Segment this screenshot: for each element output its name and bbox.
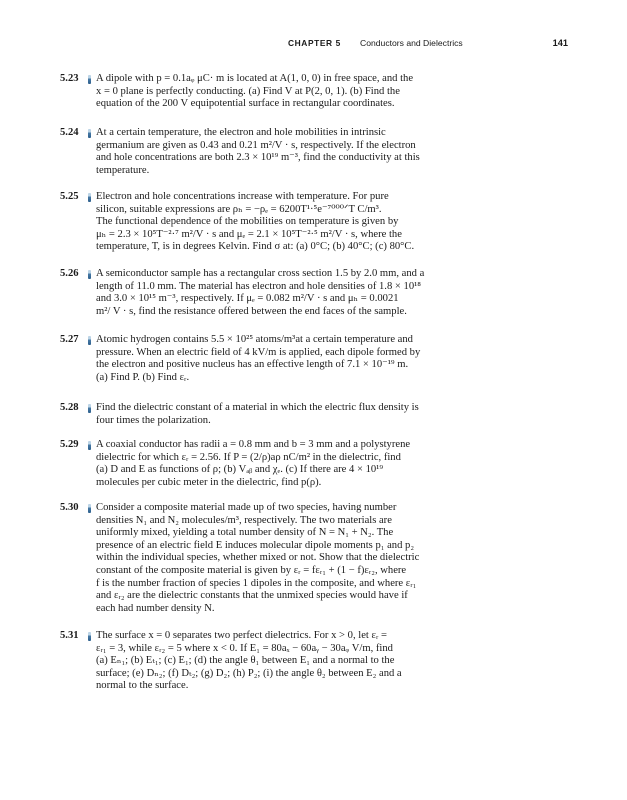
- problem-line: (a) D and E as functions of ρ; (b) Vₐᵦ and χₑ. (c) If there are 4 × 10¹⁹: [96, 464, 384, 476]
- problem-number: 5.23: [60, 73, 79, 84]
- problem-text: [96, 268, 514, 318]
- problem-line: At a certain temperature, the electron and hole mobilities in intrinsic: [96, 127, 386, 138]
- problem-text: [96, 334, 514, 384]
- difficulty-marker-icon: [88, 632, 91, 641]
- problem-line: μₕ = 2.3 × 10⁵T⁻²·⁷ m²/V · s and μₑ = 2.1 × 10⁵T⁻²·⁵ m²/V · s, where the: [96, 228, 402, 240]
- problem-text: [96, 502, 514, 615]
- problem-line: germanium are given as 0.43 and 0.21 m²/V · s, respectively. If the electron: [96, 139, 416, 151]
- problem-line: equation of the 200 V equipotential surface in rectangular coordinates.: [96, 98, 395, 110]
- problem-line: dielectric for which εᵣ = 2.56. If P = (2/ρ)aρ nC/m² in the dielectric, find: [96, 451, 401, 463]
- difficulty-marker-icon: [88, 270, 91, 279]
- problem-number: 5.25: [60, 191, 79, 202]
- problem-number: 5.31: [60, 630, 79, 641]
- problem-line: the electron and positive nucleus has an effective length of 7.1 × 10⁻¹⁹ m.: [96, 359, 409, 371]
- problem-line: A dipole with p = 0.1aᵩ μC· m is located at A(1, 0, 0) in free space, and the: [96, 73, 414, 84]
- problem-line: (a) Eₙ₁; (b) Eₜ₁; (c) E₁; (d) the angle θ₁ between E₁ and a normal to the: [96, 655, 395, 667]
- problem-number: 5.26: [60, 268, 79, 279]
- problem-text: [96, 630, 514, 693]
- difficulty-marker-icon: [88, 441, 91, 450]
- problem-line: m²/ V · s, find the resistance offered between the end faces of the sample.: [96, 305, 407, 317]
- problem-line: length of 11.0 mm. The material has electron and hole densities of 1.8 × 10¹⁸: [96, 280, 421, 292]
- problem-line: Consider a composite material made up of two species, having number: [96, 502, 397, 513]
- problem-line: temperature.: [96, 164, 150, 176]
- page-header: [0, 38, 627, 52]
- problem-line: silicon, suitable expressions are ρₕ = −ρₑ = 6200T¹·⁵e⁻⁷⁰⁰⁰ᐟT C/m³.: [96, 203, 382, 215]
- problem-text: [96, 191, 514, 254]
- problem-text: [96, 402, 514, 427]
- difficulty-marker-icon: [88, 75, 91, 84]
- chapter-label: CHAPTER 5: [288, 38, 341, 48]
- problem-text: [96, 127, 514, 177]
- problem-line: f is the number fraction of species 1 dipoles in the composite, and where εᵣ₁: [96, 577, 417, 589]
- problem-line: presence of an electric field E induces molecular dipole moments p₁ and p₂: [96, 539, 415, 551]
- difficulty-marker-icon: [88, 129, 91, 138]
- chapter-title: Conductors and Dielectrics: [360, 38, 463, 48]
- problem-line: x = 0 plane is perfectly conducting. (a) Find V at P(2, 0, 1). (b) Find the: [96, 85, 400, 97]
- problem-line: surface; (e) Dₙ₂; (f) Dₜ₂; (g) D₂; (h) P₂; (i) the angle θ₂ between E₂ and a: [96, 667, 402, 679]
- problem-line: and εᵣ₂ are the dielectric constants that the unmixed species would have if: [96, 590, 408, 602]
- problem-line: each had number density N.: [96, 602, 215, 614]
- problem-line: Find the dielectric constant of a material in which the electric flux density is: [96, 402, 419, 413]
- problem-line: and 3.0 × 10¹⁵ m⁻³, respectively. If μₑ = 0.082 m²/V · s and μₕ = 0.0021: [96, 293, 399, 305]
- problem-number: 5.24: [60, 127, 79, 138]
- problem-text: [96, 439, 514, 489]
- difficulty-marker-icon: [88, 336, 91, 345]
- problem-line: A coaxial conductor has radii a = 0.8 mm and b = 3 mm and a polystyrene: [96, 439, 411, 450]
- problem-line: and hole concentrations are both 2.3 × 10¹⁹ m⁻³, find the conductivity at this: [96, 152, 420, 164]
- problem-line: four times the polarization.: [96, 414, 211, 426]
- problem-line: temperature, T, is in degrees Kelvin. Find σ at: (a) 0°C; (b) 40°C; (c) 80°C.: [96, 241, 415, 253]
- problem-line: uniformly mixed, yielding a total number density of N = N₁ + N₂. The: [96, 527, 394, 539]
- problem-line: densities N₁ and N₂ molecules/m³, respectively. The two materials are: [96, 514, 392, 526]
- problem-number: 5.28: [60, 402, 79, 413]
- problem-line: constant of the composite material is given by εᵣ = fεᵣ₁ + (1 − f)εᵣ₂, where: [96, 564, 407, 576]
- problem-line: The functional dependence of the mobilities on temperature is given by: [96, 216, 399, 228]
- problem-text: [96, 73, 514, 111]
- problem-line: (a) Find P. (b) Find εᵣ.: [96, 371, 190, 383]
- problem-line: The surface x = 0 separates two perfect dielectrics. For x > 0, let εᵣ =: [96, 630, 388, 641]
- problem-number: 5.30: [60, 502, 79, 513]
- problem-line: Electron and hole concentrations increase with temperature. For pure: [96, 191, 389, 202]
- problem-line: A semiconductor sample has a rectangular cross section 1.5 by 2.0 mm, and a: [96, 268, 425, 279]
- problem-number: 5.29: [60, 439, 79, 450]
- difficulty-marker-icon: [88, 404, 91, 413]
- problem-line: εᵣ₁ = 3, while εᵣ₂ = 5 where x < 0. If E₁ = 80aₓ − 60aᵧ − 30aᵩ V/m, find: [96, 642, 393, 654]
- difficulty-marker-icon: [88, 504, 91, 513]
- problem-line: within the individual species, whether mixed or not. Show that the dielectric: [96, 552, 420, 564]
- difficulty-marker-icon: [88, 193, 91, 202]
- problem-line: Atomic hydrogen contains 5.5 × 10²⁵ atoms/m³at a certain temperature and: [96, 334, 413, 345]
- problem-line: normal to the surface.: [96, 680, 189, 692]
- problem-number: 5.27: [60, 334, 79, 345]
- page-number: 141: [552, 38, 568, 48]
- problem-line: molecules per cubic meter in the dielectric, find p(ρ).: [96, 476, 322, 488]
- problem-line: pressure. When an electric field of 4 kV/m is applied, each dipole formed by: [96, 346, 421, 358]
